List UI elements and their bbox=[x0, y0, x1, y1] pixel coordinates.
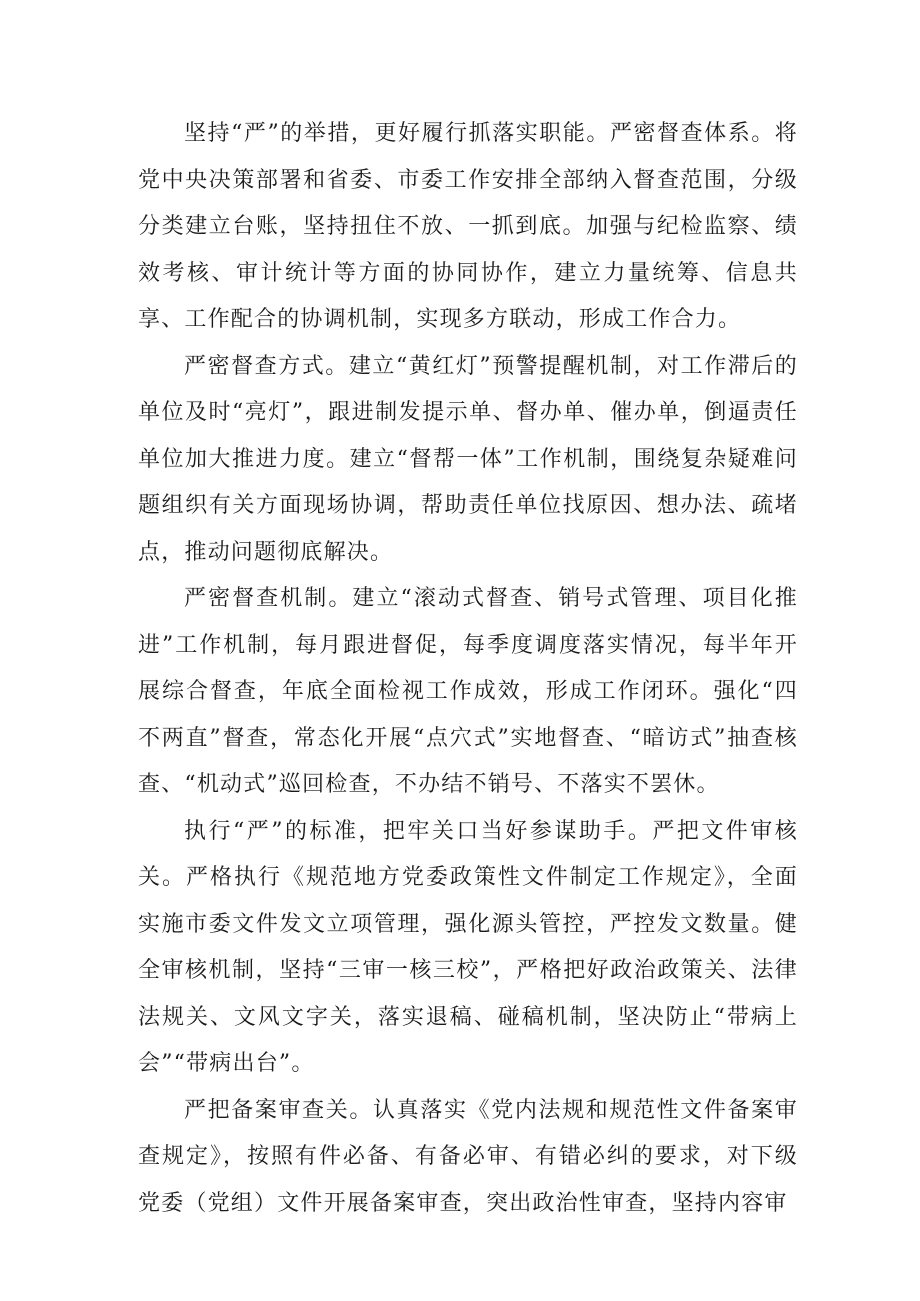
paragraph-2: 严密督查方式。建立“黄红灯”预警提醒机制，对工作滞后的单位及时“亮灯”，跟进制发提示单、督办单、催办单，倒逼责任单位加大推进力度。建立“督帮一体”工作机制，围绕复杂疑难问题组织有关方面现场协调，帮助责任单位找原因、想办法、疏堵点，推动问题彻底解决。 bbox=[138, 353, 798, 565]
paragraph-1: 坚持“严”的举措，更好履行抓落实职能。严密督查体系。将党中央决策部署和省委、市委工作安排全部纳入督查范围，分级分类建立台账，坚持扭住不放、一抓到底。加强与纪检监察、绩效考核、审计统计等方面的协同协作，建立力量统筹、信息共享、工作配合的协调机制，实现多方联动，形成工作合力。 bbox=[138, 121, 798, 332]
document-body bbox=[138, 111, 798, 1227]
paragraph-4: 执行“严”的标准，把牢关口当好参谋助手。严把文件审核关。严格执行《规范地方党委政策性文件制定工作规定》，全面实施市委文件发文立项管理，强化源头管控，严控发文数量。健全审核机制，坚持“三审一核三校”，严格把好政治政策关、法律法规关、文风文字关，落实退稿、碰稿机制，坚决防止“带病上会”“带病出台”。 bbox=[138, 818, 798, 1076]
paragraph-5: 严把备案审查关。认真落实《党内法规和规范性文件备案审查规定》，按照有件必备、有备必审、有错必纠的要求，对下级党委（党组）文件开展备案审查，突出政治性审查，坚持内容审 bbox=[138, 1097, 798, 1216]
paragraph-3: 严密督查机制。建立“滚动式督查、销号式管理、项目化推进”工作机制，每月跟进督促，每季度调度落实情况，每半年开展综合督查，年底全面检视工作成效，形成工作闭环。强化“四不两直”督查，常态化开展“点穴式”实地督查、“暗访式”抽查核查、“机动式”巡回检查，不办结不销号、不落实不罢休。 bbox=[138, 586, 798, 797]
